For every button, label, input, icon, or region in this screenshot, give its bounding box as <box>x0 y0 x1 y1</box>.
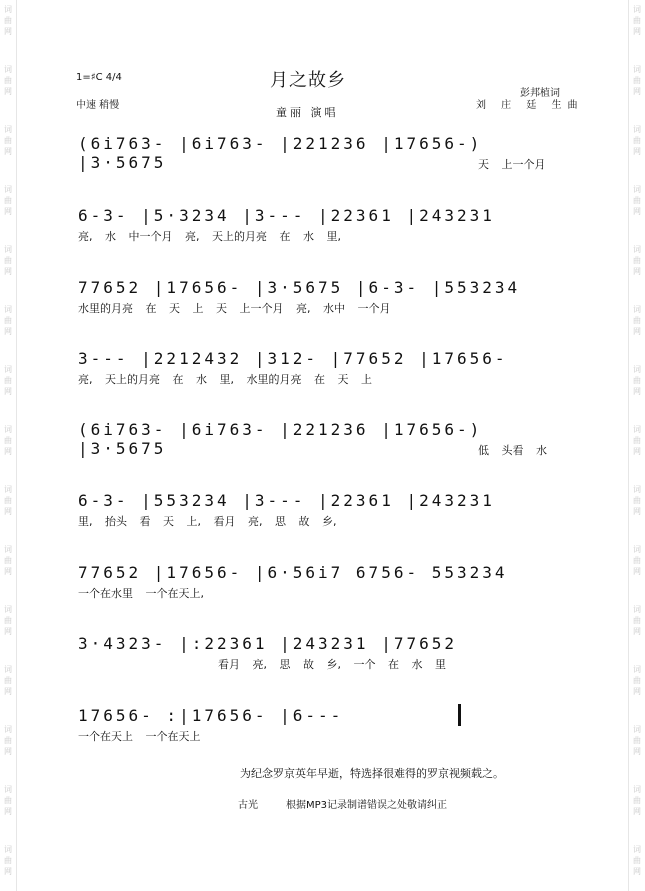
watermark-text: 词 曲 网 <box>633 725 641 756</box>
lyrics-line: 一个在水里 一个在天上, <box>78 587 204 600</box>
watermark-text: 词 曲 网 <box>4 845 12 876</box>
watermark-text: 词 曲 网 <box>4 5 12 36</box>
watermark-text: 词 曲 网 <box>633 785 641 816</box>
watermark-text: 词 曲 网 <box>4 725 12 756</box>
lyrics-line: 里, 抬头 看 天 上, 看月 亮, 思 故 乡, <box>78 515 337 528</box>
watermark-text: 词 曲 网 <box>4 65 12 96</box>
notation-line: 17656- :|17656- |6--- <box>78 706 344 725</box>
watermark-text: 词 曲 网 <box>4 785 12 816</box>
final-barline <box>458 704 461 726</box>
watermark-text: 词 曲 网 <box>4 125 12 156</box>
lyrics-line: 亮, 天上的月亮 在 水 里, 水里的月亮 在 天 上 <box>78 373 372 386</box>
notation-line: (6i763- |6i763- |221236 |17656-) |3·5675 <box>78 420 483 458</box>
notation-line: (6i763- |6i763- |221236 |17656-) |3·5675 <box>78 134 483 172</box>
watermark-text: 词 曲 网 <box>633 485 641 516</box>
notation-line: 77652 |17656- |6·56i7 6756- 553234 <box>78 563 508 582</box>
watermark-text: 词 曲 网 <box>633 65 641 96</box>
key-signature: 1=♯C 4/4 <box>76 72 122 83</box>
lyrics-line: 看月 亮, 思 故 乡, 一个 在 水 里 <box>218 658 446 671</box>
singer-credit: 童丽 演唱 <box>276 106 339 119</box>
watermark-text: 词 曲 网 <box>4 545 12 576</box>
notation-line: 3--- |2212432 |312- |77652 |17656- <box>78 349 508 368</box>
watermark-text: 词 曲 网 <box>4 245 12 276</box>
watermark-text: 词 曲 网 <box>4 485 12 516</box>
notation-line: 3·4323- |:22361 |243231 |77652 <box>78 634 457 653</box>
watermark-text: 词 曲 网 <box>633 425 641 456</box>
lyrics-line: 亮, 水 中一个月 亮, 天上的月亮 在 水 里, <box>78 230 341 243</box>
watermark-text: 词 曲 网 <box>4 665 12 696</box>
lyrics-line: 天 上一个月 <box>478 158 546 171</box>
watermark-text: 词 曲 网 <box>633 665 641 696</box>
watermark-text: 词 曲 网 <box>633 305 641 336</box>
watermark-column-right <box>628 0 645 891</box>
lyrics-line: 低 头看 水 <box>478 444 547 457</box>
watermark-text: 词 曲 网 <box>633 605 641 636</box>
notation-line: 6-3- |5·3234 |3--- |22361 |243231 <box>78 206 495 225</box>
notation-line: 77652 |17656- |3·5675 |6-3- |553234 <box>78 278 521 297</box>
watermark-text: 词 曲 网 <box>4 305 12 336</box>
composer-credit: 刘 庄 廷 生曲 <box>476 100 584 111</box>
watermark-text: 词 曲 网 <box>633 185 641 216</box>
watermark-text: 词 曲 网 <box>633 365 641 396</box>
lyrics-line: 水里的月亮 在 天 上 天 上一个月 亮, 水中 一个月 <box>78 302 391 315</box>
song-title: 月之故乡 <box>270 70 346 91</box>
watermark-text: 词 曲 网 <box>4 425 12 456</box>
notation-line: 6-3- |553234 |3--- |22361 |243231 <box>78 491 495 510</box>
watermark-text: 词 曲 网 <box>633 245 641 276</box>
watermark-text: 词 曲 网 <box>4 365 12 396</box>
dedication-note: 为纪念罗京英年早逝，特选择很难得的罗京视频载之。 <box>240 767 504 780</box>
watermark-text: 词 曲 网 <box>633 125 641 156</box>
watermark-column-left <box>0 0 17 891</box>
transcriber-note: 根据MP3记录制谱错误之处敬请纠正 <box>286 800 448 811</box>
watermark-text: 词 曲 网 <box>4 185 12 216</box>
watermark-text: 词 曲 网 <box>633 545 641 576</box>
watermark-text: 词 曲 网 <box>633 845 641 876</box>
watermark-text: 词 曲 网 <box>633 5 641 36</box>
lyricist-credit: 彭邦植词 <box>520 88 560 99</box>
transcriber-credit <box>238 796 475 811</box>
tempo-marking: 中速 稍慢 <box>76 100 120 111</box>
transcriber-name: 古光 <box>238 800 258 811</box>
watermark-text: 词 曲 网 <box>4 605 12 636</box>
lyrics-line: 一个在天上 一个在天上 <box>78 730 201 743</box>
